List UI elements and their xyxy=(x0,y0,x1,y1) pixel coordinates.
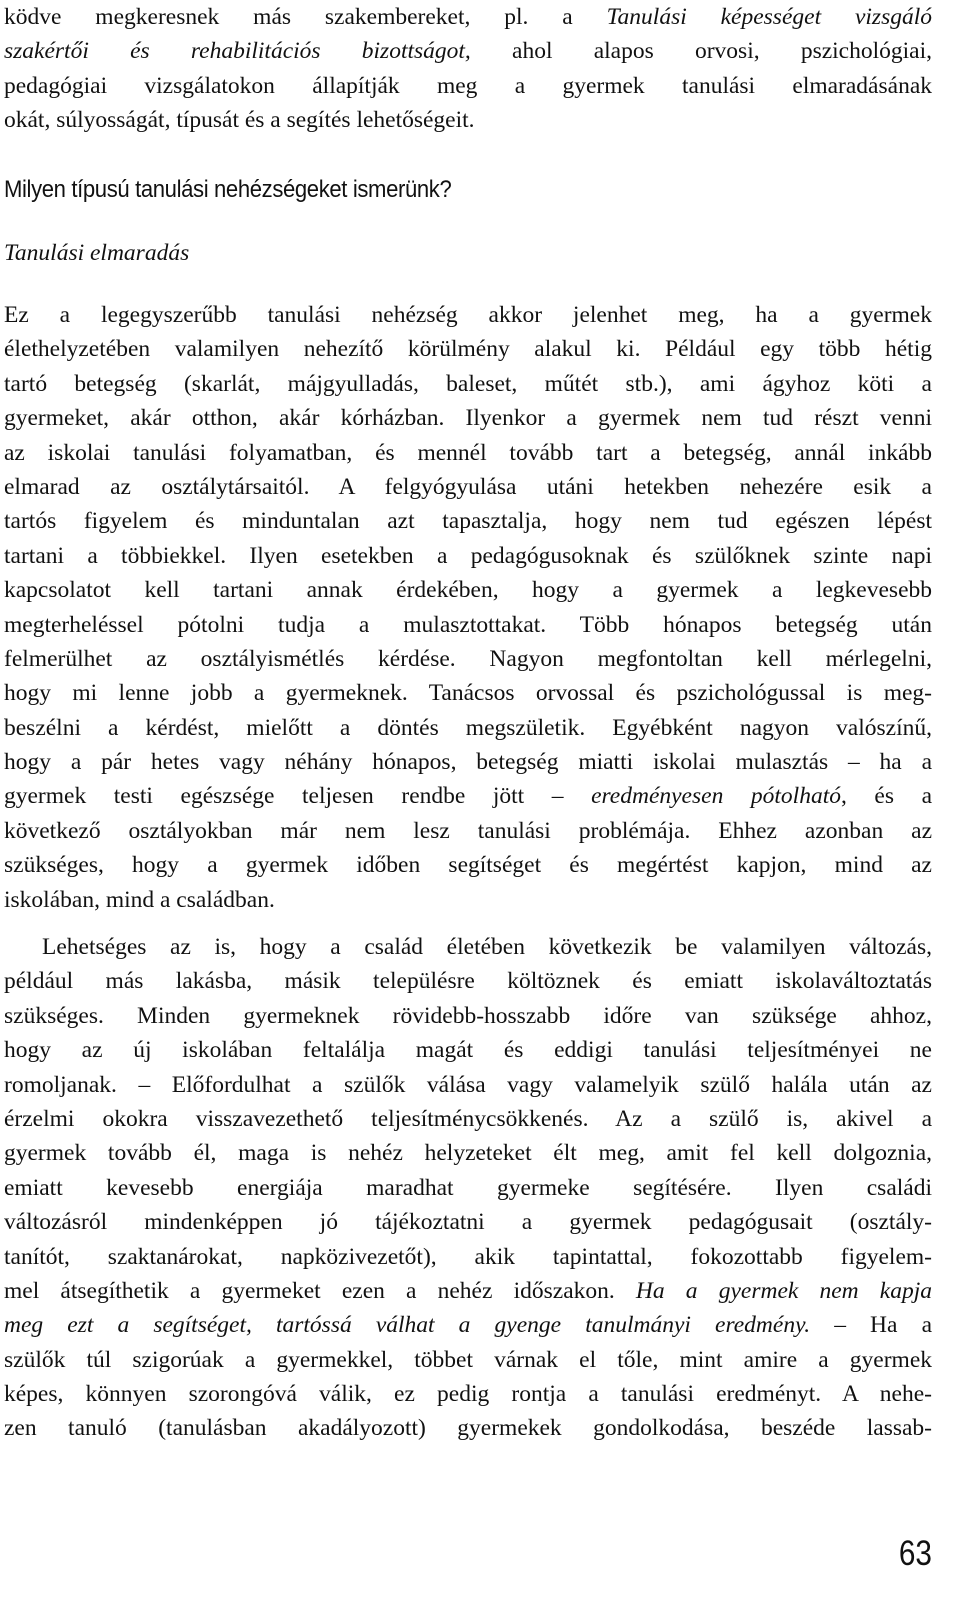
text-line: például más lakásba, másik településre költöznek és emiatt iskolaváltoztatás xyxy=(4,968,932,995)
text-line: érzelmi okokra visszavezethető teljesítménycsökkenés. Az a szülő is, akivel a xyxy=(4,1105,932,1132)
text-line: mel átsegíthetik a gyermeket ezen a nehéz időszakon. Ha a gyermek nem kapja xyxy=(4,1277,932,1304)
text-line: gyermek tovább él, maga is nehéz helyzeteket élt meg, amit fel kell dolgoznia, xyxy=(4,1140,932,1167)
text-line: iskolában, mind a családban. xyxy=(4,886,275,913)
text-line: ködve megkeresnek más szakembereket, pl. a Tanulási képességet vizsgáló xyxy=(4,4,933,30)
subsection-heading: Tanulási elmaradás xyxy=(4,240,190,266)
section-heading: Milyen típusú tanulási nehézségeket ismerünk? xyxy=(4,176,452,203)
text-line: szükséges, hogy a gyermek időben segítséget és megértést kapjon, mind az xyxy=(4,852,932,879)
intro-paragraph xyxy=(4,0,932,138)
page-number: 63 xyxy=(898,1534,932,1573)
paragraph-1 xyxy=(4,298,932,917)
text-line: meg ezt a segítséget, tartóssá válhat a gyenge tanulmányi eredmény. – Ha a xyxy=(4,1312,932,1339)
text-line: hogy az új iskolában feltalálja magát és eddigi tanulási teljesítményei ne xyxy=(4,1037,932,1064)
text-line: tartós figyelem és minduntalan azt tapasztalja, hogy nem tud egészen lépést xyxy=(4,508,932,535)
text-line: szükséges. Minden gyermeknek rövidebb-hosszabb időre van szüksége ahhoz, xyxy=(4,1002,932,1029)
text-line: romoljanak. – Előfordulhat a szülők válása vagy valamelyik szülő halála után az xyxy=(4,1071,932,1098)
text-line: Ez a legegyszerűbb tanulási nehézség akkor jelenhet meg, ha a gyermek xyxy=(4,302,932,328)
text-line: gyermek testi egészsége teljesen rendbe jött – eredményesen pótolható, és a xyxy=(4,783,932,810)
text-line: változásról mindenképpen jó tájékoztatni a gyermek pedagógusait (osztály- xyxy=(4,1209,932,1236)
text-line: az iskolai tanulási folyamatban, és mennél tovább tart a betegség, annál inkább xyxy=(4,439,932,466)
text-line: hogy mi lenne jobb a gyermeknek. Tanácsos orvossal és pszichológussal is meg- xyxy=(4,680,932,707)
text-line: emiatt kevesebb energiája maradhat gyermeke segítésére. Ilyen családi xyxy=(4,1174,932,1201)
text-line: felmerülhet az osztályismétlés kérdése. Nagyon megfontoltan kell mérlegelni, xyxy=(4,645,932,672)
text-line: hogy a pár hetes vagy néhány hónapos, betegség miatti iskolai mulasztás – ha a xyxy=(4,749,932,776)
text-line: következő osztályokban már nem lesz tanulási problémája. Ehhez azonban az xyxy=(4,817,932,844)
text-line: beszélni a kérdést, mielőtt a döntés megszületik. Egyébként nagyon valószínű, xyxy=(4,714,932,741)
text-line: tanítót, szaktanárokat, napközivezetőt), akik tapintattal, fokozottabb figyelem- xyxy=(4,1243,932,1270)
text-line: elmarad az osztálytársaitól. A felgyógyulása utáni hetekben nehezére esik a xyxy=(4,473,932,500)
paragraph-2 xyxy=(4,930,932,1446)
text-line: képes, könnyen szorongóvá válik, ez pedig rontja a tanulási eredményt. A nehe- xyxy=(4,1381,932,1408)
text-line: Lehetséges az is, hogy a család életében következik be valamilyen változás, xyxy=(42,934,932,960)
text-line: tartani a többiekkel. Ilyen esetekben a pedagógusoknak és szülőknek szinte napi xyxy=(4,542,932,569)
text-line: kapcsolatot kell tartani annak érdekében, hogy a gyermek a legkevesebb xyxy=(4,577,932,604)
text-line: zen tanuló (tanulásban akadályozott) gyermekek gondolkodása, beszéde lassab- xyxy=(4,1415,932,1442)
text-line: tartó betegség (skarlát, májgyulladás, baleset, műtét stb.), ami ágyhoz köti a xyxy=(4,370,932,397)
text-line: okát, súlyosságát, típusát és a segítés lehetőségeit. xyxy=(4,107,475,134)
text-line: pedagógiai vizsgálatokon állapítják meg a gyermek tanulási elmaradásának xyxy=(4,72,932,99)
text-line: gyermeket, akár otthon, akár kórházban. Ilyenkor a gyermek nem tud részt venni xyxy=(4,405,932,432)
text-line: szülők túl szigorúak a gyermekkel, többet várnak el tőle, mint amire a gyermek xyxy=(4,1346,932,1373)
text-line: élethelyzetében valamilyen nehezítő körülmény alakul ki. Például egy több hétig xyxy=(4,336,932,363)
text-line: szakértői és rehabilitációs bizottságot, ahol alapos orvosi, pszichológiai, xyxy=(4,38,932,65)
text-line: megterheléssel pótolni tudja a mulasztottakat. Több hónapos betegség után xyxy=(4,611,932,638)
